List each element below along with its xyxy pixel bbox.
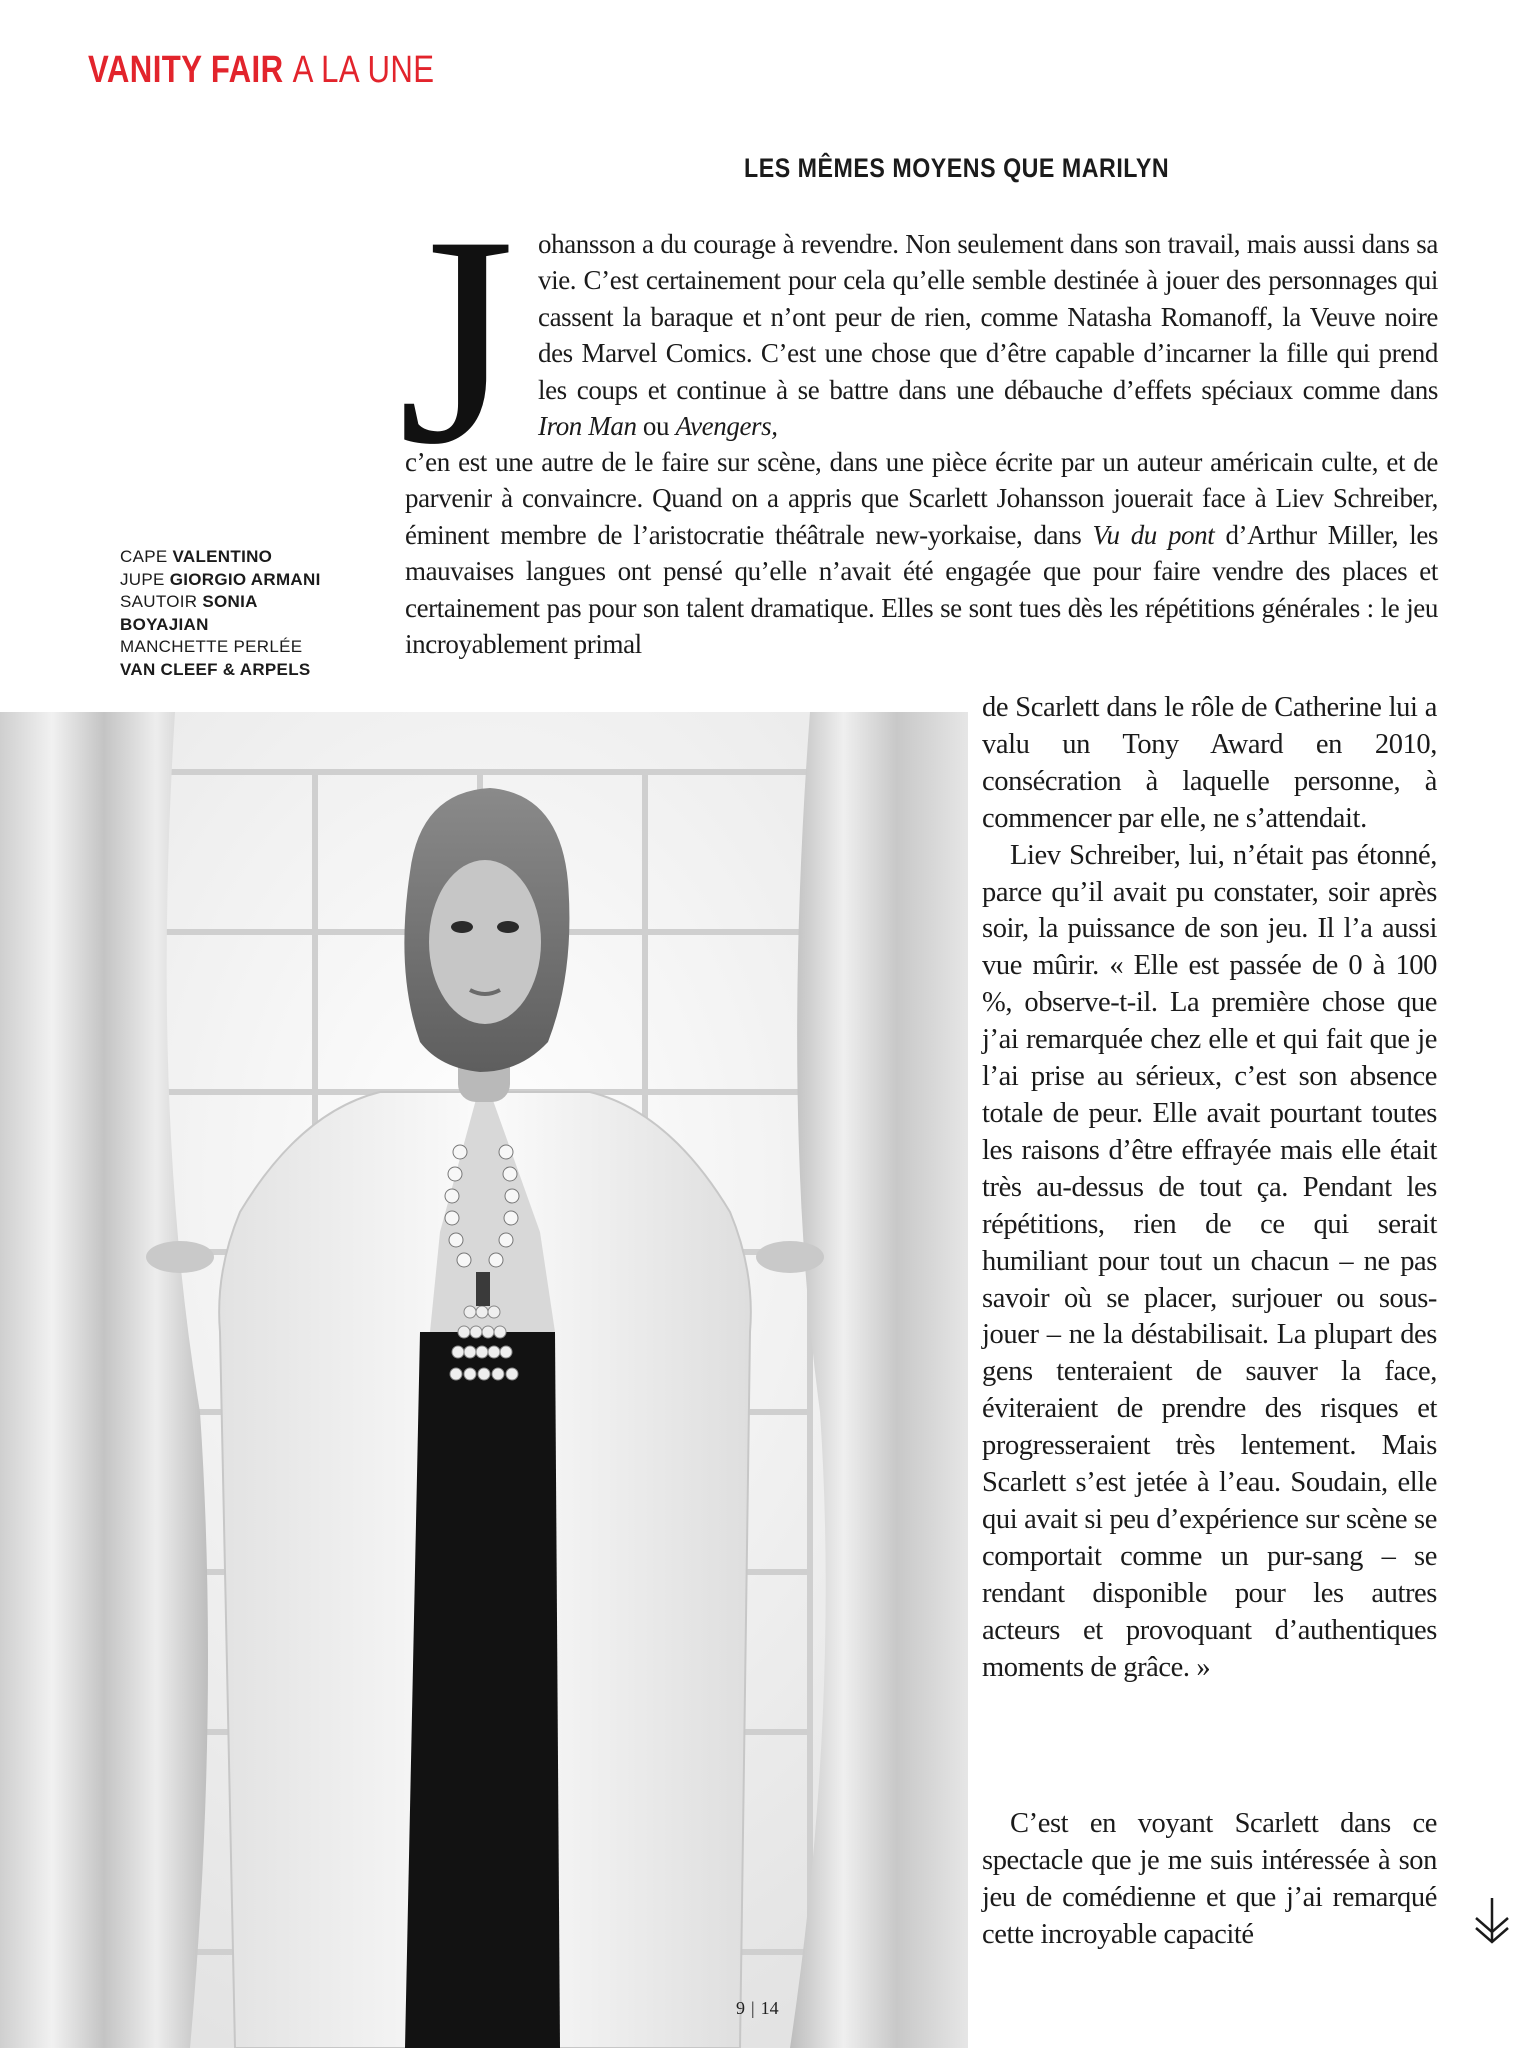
- wide-text-end: d’Arthur Miller, les mauvaises langues ont pensé qu’elle n’avait été engagée que pour faire vendre des places et certainement pas pour son talent dramatique. Elles se sont tues dès les répétitions générales : le jeu incroyablement primal: [405, 519, 1439, 660]
- credit-line: [120, 659, 360, 682]
- credit-brand: BOYAJIAN: [120, 614, 209, 634]
- credit-brand: VAN CLEEF & ARPELS: [120, 659, 311, 679]
- credit-item: MANCHETTE PERLÉE: [120, 637, 303, 656]
- fashion-credits: [120, 546, 360, 681]
- credit-line: [120, 591, 360, 614]
- photo-illustration: [0, 712, 968, 2048]
- page-number: [736, 1998, 779, 2019]
- film-title-iron-man: Iron Man: [538, 411, 637, 442]
- section-rubric: [88, 44, 434, 96]
- wide-text-start: c’en est une autre de le faire sur scène, dans une pièce écrite par un auteur américain culte, et de parvenir à convaincre. Quand on a appris que Scarlett Johansson jouerait face à Liev Schreiber, éminent membre de l’aristocratie théâtrale new-yorkaise, dans: [405, 447, 1438, 550]
- column-continuation: de Scarlett dans le rôle de Catherine lui a valu un Tony Award en 2010, consécration à laquelle personne, à commencer par elle, ne s’attendait.: [982, 692, 1437, 834]
- current-page: 9: [736, 1998, 745, 2018]
- credit-line: [120, 569, 360, 592]
- article-paragraph-wide: [405, 444, 1438, 662]
- page-separator: |: [751, 1998, 755, 2018]
- article-column: [982, 690, 1437, 1686]
- credit-brand: GIORGIO ARMANI: [169, 569, 321, 589]
- article-paragraph-intro: [538, 226, 1438, 444]
- conjunction: ou: [642, 411, 670, 442]
- play-title: Vu du pont: [1092, 519, 1215, 550]
- drop-cap: J: [398, 174, 515, 506]
- section-name: A LA UNE: [292, 49, 435, 91]
- scroll-down-arrow-icon[interactable]: [1472, 1896, 1512, 1946]
- total-pages: 14: [760, 1998, 779, 2018]
- credit-item: SAUTOIR: [120, 592, 198, 611]
- brand-name: VANITY FAIR: [88, 49, 284, 91]
- credit-line: [120, 614, 360, 637]
- film-title-avengers: Avengers,: [675, 411, 778, 442]
- credit-item: CAPE: [120, 547, 168, 566]
- article-paragraph-closing: [982, 1806, 1437, 1954]
- credit-line: [120, 546, 360, 569]
- quote-paragraph: Liev Schreiber, lui, n’était pas étonné, parce qu’il avait pu constater, soir après soir, la puissance de son jeu. Il l’a aussi vue mûrir. « Elle est passée de 0 à 100 %, observe-t-il. La première chose que j’ai remarquée chez elle et qui fait que je l’ai prise au sérieux, c’est son absence totale de peur. Elle avait pourtant toutes les raisons d’être effrayée mais elle était très au-dessus de tout ça. Pendant les répétitions, rien de ce qui serait humiliant pour tout un chacun – ne pas savoir où se placer, surjouer ou sous-jouer – ne la déstabilisait. La plupart des gens tenteraient de sauver la face, éviteraient de prendre des risques et progresseraient très lentement. Mais Scarlett s’est jetée à l’eau. Soudain, elle qui avait si peu d’expérience sur scène se comportait comme un pur-sang – se rendant disponible pour les autres acteurs et provoquant d’authentiques moments de grâce. »: [982, 839, 1437, 1683]
- closing-text: C’est en voyant Scarlett dans ce spectacle que je me suis intéressée à son jeu de comédienne et que j’ai remarqué cette incroyable capacité: [982, 1808, 1437, 1950]
- credit-brand: SONIA: [202, 592, 258, 611]
- credit-brand: VALENTINO: [172, 547, 273, 566]
- intro-text: ohansson a du courage à revendre. Non seulement dans son travail, mais aussi dans sa vie. C’est certainement pour cela qu’elle semble destinée à jouer des personnages qui cassent la baraque et n’ont peur de rien, comme Natasha Romanoff, la Veuve noire des Marvel Comics. C’est une chose que d’être capable d’incarner la fille qui prend les coups et continue à se battre dans une débauche d’effets spéciaux comme dans: [538, 229, 1438, 405]
- arrow-glyph: [1472, 1896, 1512, 1946]
- credit-item: JUPE: [120, 569, 165, 589]
- article-subheading: LES MÊMES MOYENS QUE MARILYN: [744, 153, 1170, 183]
- portrait-photo: [0, 712, 968, 2048]
- credit-line: [120, 636, 360, 659]
